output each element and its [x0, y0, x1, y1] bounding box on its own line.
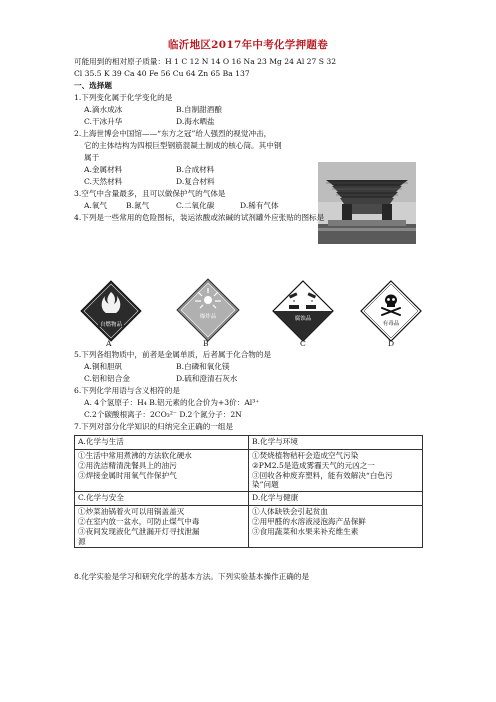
q7-b-item-1: ①焚烧植物秸秆会造成空气污染 [252, 451, 359, 460]
q7-c-item-3-cont: 源 [78, 536, 86, 546]
q7-a-item-1: ①生活中常用煮沸的方法软化硬水 [78, 451, 192, 460]
q7-cell-b-head: B.化学与环境 [249, 436, 423, 450]
q1-option-a: A.滴水成冰 [84, 105, 123, 114]
q7-c-item-3: ③夜间发现液化气泄漏开灯寻找泄漏 [78, 526, 200, 536]
q3-option-d: D.稀有气体 [240, 201, 279, 210]
explosive-sign-text: 爆炸品 [199, 314, 217, 320]
hazard-label-d: D [388, 339, 395, 348]
explosive-hazard-sign [176, 278, 240, 342]
q3-option-a: A.氧气 [84, 201, 108, 210]
q6-stem: 6.下列化学用语与含义相符的是 [74, 386, 180, 395]
q4-stem: 4.下列是一些常用的危险图标，装运浓酸或浓碱的试剂罐外应张贴的图标是 [74, 213, 325, 222]
toxic-hazard-sign [360, 280, 422, 342]
q7-b-item-2: ②PM2.5是造成雾霾天气的元凶之一 [252, 460, 375, 470]
q2-option-d: D.复合材料 [176, 177, 215, 186]
q7-stem: 7.下列对部分化学知识的归纳完全正确的一组是 [74, 422, 234, 431]
q7-knowledge-table [74, 435, 423, 548]
q1-stem: 1.下列变化属于化学变化的是 [74, 93, 173, 102]
atomic-mass-line-1: 可能用到的相对原子质量：H 1 C 12 N 14 O 16 Na 23 Mg 24 Al 27 S 32 [74, 57, 337, 66]
corrosive-sign-text: 腐蚀品 [294, 316, 312, 322]
q7-a-item-3: ③焊接金属时用氧气作保护气 [78, 470, 177, 480]
q2-line-2: 它的主体结构为四根巨型钢筋混凝土制成的核心筒。其中钢 [84, 141, 282, 150]
flammable-sign-text: 自燃物品 [99, 322, 123, 328]
q6-line-1: A. 4个氢原子：H₄ B.铝元素的化合价为+3价：Al³⁺ [84, 398, 260, 407]
q7-d-item-2: ②用甲醛的水溶液浸泡海产品保鲜 [252, 516, 366, 526]
q7-b-item-3-cont: 染”问题 [252, 480, 279, 490]
section-heading: 一、选择题 [74, 81, 112, 90]
q1-option-b: B.自制甜酒酿 [176, 105, 222, 114]
toxic-sign-text: 有毒品 [382, 321, 400, 327]
hazard-label-c: C [300, 339, 306, 348]
q5-option-d: D.硫和澄清石灰水 [176, 374, 238, 383]
q7-cell-b-body [249, 450, 423, 492]
q5-option-a: A.铜和胆矾 [84, 362, 123, 371]
hazard-label-b: B [203, 339, 209, 348]
q7-cell-a-body [75, 450, 249, 492]
q7-b-item-3: ③回收各种废弃塑料，能有效解决“白色污 [252, 470, 393, 480]
hazard-label-a: A [106, 339, 112, 348]
q5-option-b: B.白磷和氧化镁 [176, 362, 230, 371]
q7-a-item-2: ②用洗洁精清洗餐具上的油污 [78, 460, 177, 470]
q2-line-1: 2.上海世博会中国馆——“东方之冠”给人强烈的视觉冲击， [74, 129, 272, 138]
q2-option-b: B.合成材料 [176, 165, 215, 174]
q1-option-c: C.干冰升华 [84, 117, 123, 126]
q7-d-item-3: ③食用蔬菜和水果来补充维生素 [252, 526, 359, 536]
q7-cell-d-head: D.化学与健康 [249, 492, 423, 506]
atomic-mass-line-2: Cl 35.5 K 39 Ca 40 Fe 56 Cu 64 Zn 65 Ba 137 [74, 69, 250, 78]
q2-line-3: 属于 [84, 153, 100, 162]
q5-stem: 5.下列各组物质中，前者是金属单质，后者属于化合物的是 [74, 350, 272, 359]
q6-line-2: C.2个碳酸根离子：2CO₃²⁻ D.2个氮分子：2N [84, 410, 242, 419]
china-pavilion-photo [318, 162, 416, 244]
q7-c-item-2: ②在室内放一盆水，可防止煤气中毒 [78, 516, 200, 526]
q3-option-b: B.氮气 [126, 201, 150, 210]
q3-stem: 3.空气中含量最多，且可以做保护气的气体是 [74, 189, 226, 198]
page-title: 临沂地区2017年中考化学押题卷 [167, 39, 329, 51]
q7-c-item-1: ①炒菜油锅着火可以用锅盖盖灭 [78, 507, 185, 517]
q1-option-d: D.海水晒盐 [176, 117, 215, 126]
q7-cell-d-body [249, 506, 423, 548]
q2-option-c: C.天然材料 [84, 177, 123, 186]
flammable-hazard-sign [80, 280, 142, 342]
q7-d-item-1: ①人体缺铁会引起贫血 [252, 507, 328, 517]
q2-option-a: A.金属材料 [84, 165, 123, 174]
q7-cell-c-head: C.化学与安全 [75, 492, 249, 506]
q5-option-c: C.铝和铝合金 [84, 374, 130, 383]
corrosive-hazard-sign [272, 280, 334, 342]
q7-cell-c-body [75, 506, 249, 548]
q3-option-c: C.二氧化碳 [176, 201, 215, 210]
q7-cell-a-head: A.化学与生活 [75, 436, 249, 450]
q8-stem: 8.化学实验是学习和研究化学的基本方法。下列实验基本操作正确的是 [74, 572, 310, 581]
